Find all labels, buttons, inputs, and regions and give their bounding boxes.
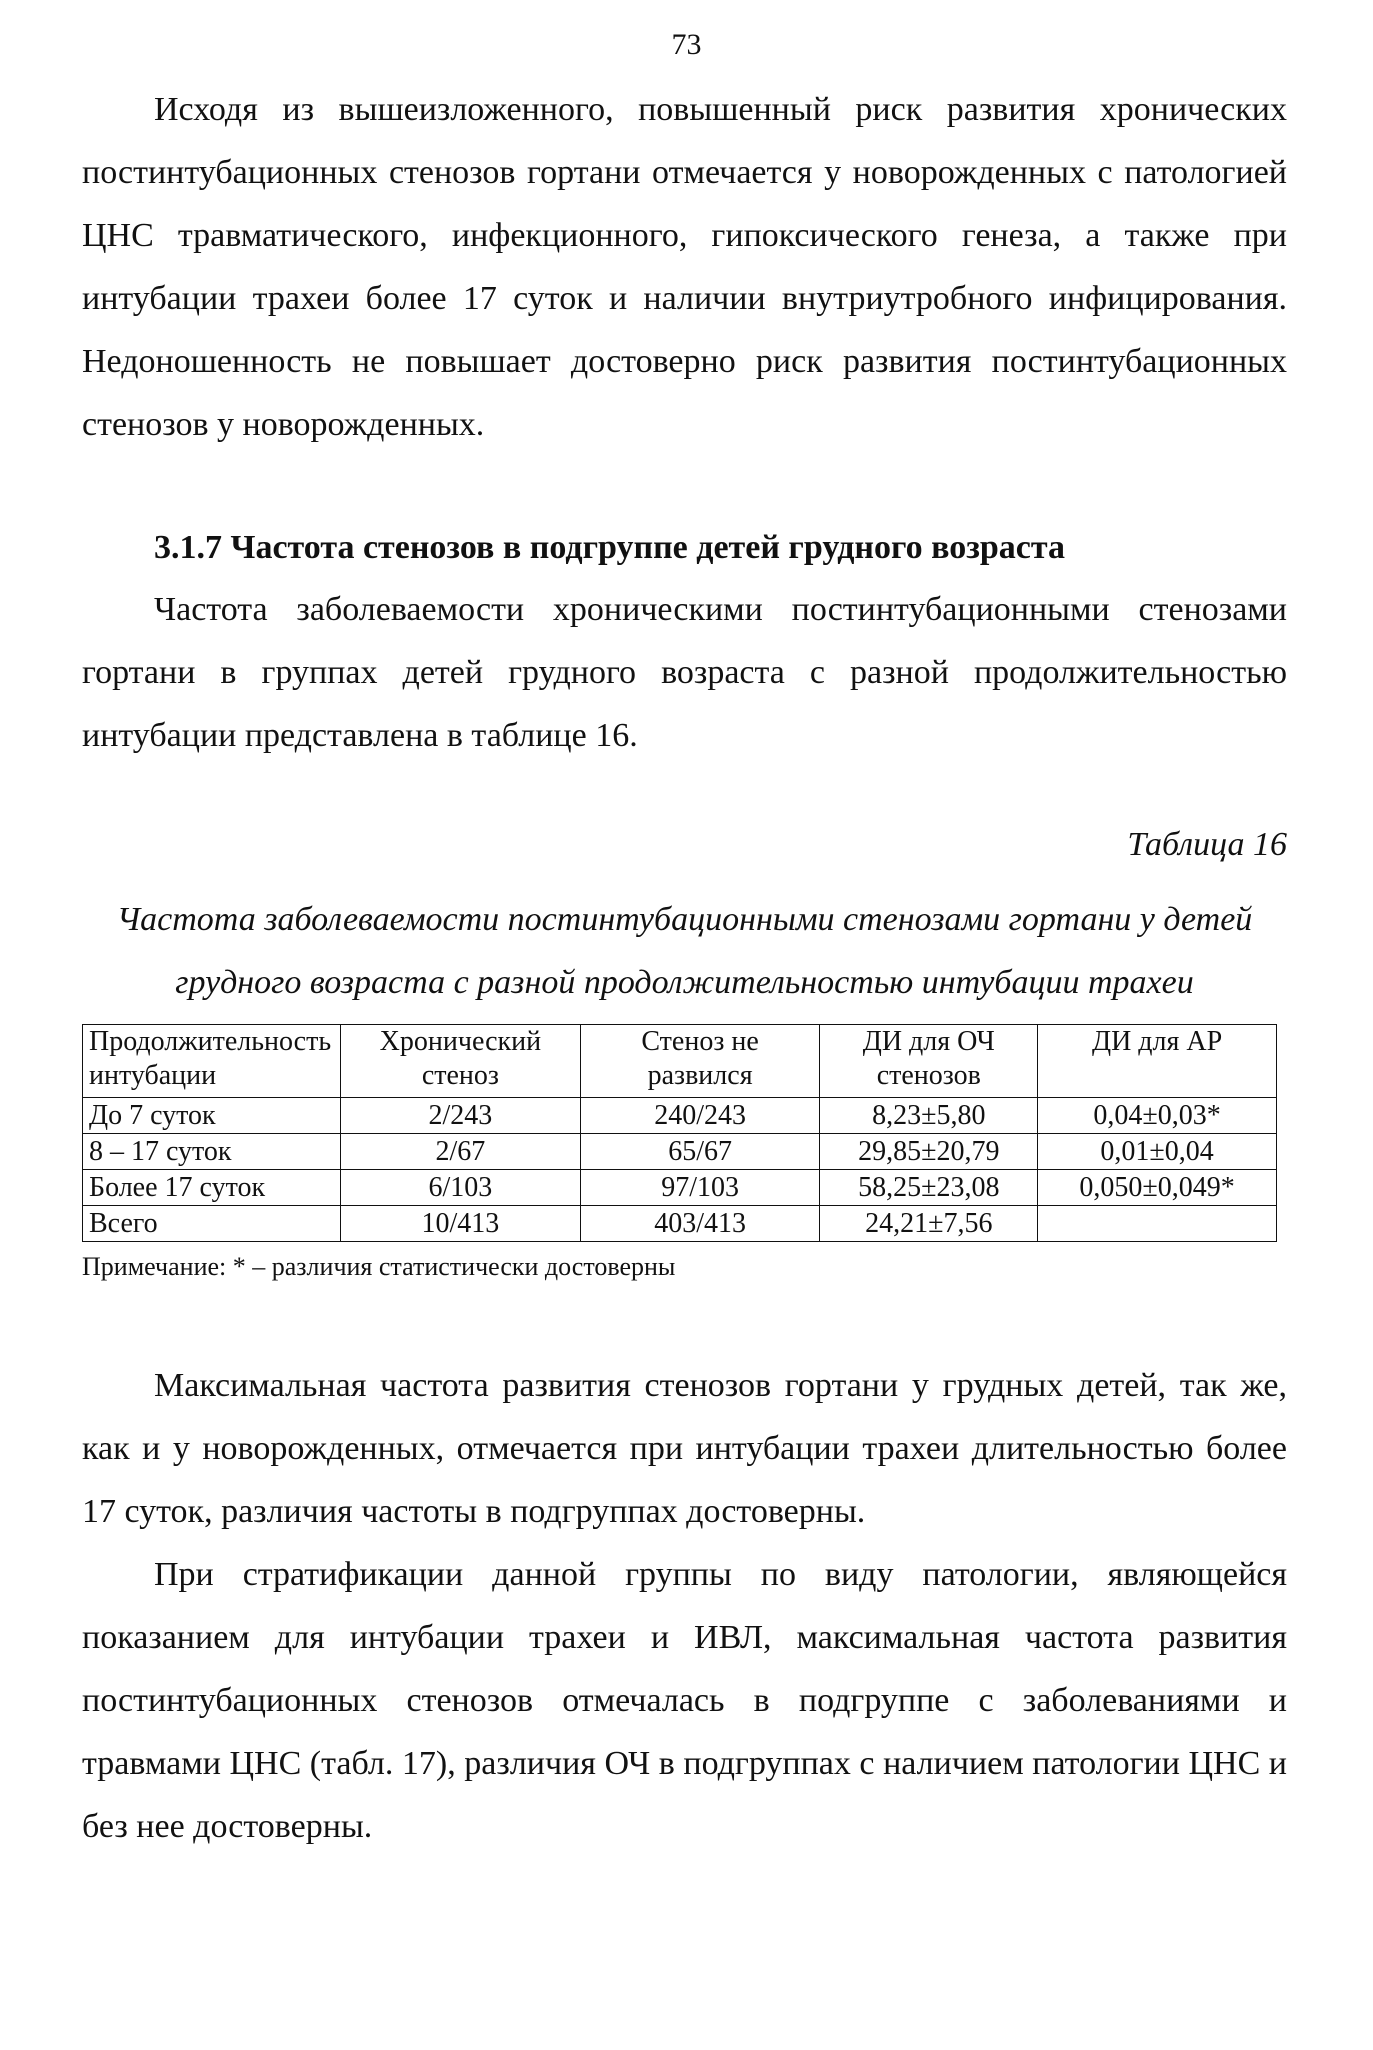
- paragraph-conclusion: Исходя из вышеизложенного, повышенный риск развития хронических постинтубационных стенозов гортани отмечается у новорожденных с патологией ЦНС травматического, инфекционного, гипоксического генеза, а также при интубации трахеи более 17 суток и наличии внутриутробного инфицирования. Недоношенность не повышает достоверно риск развития постинтубационных стенозов у новорожденных.: [82, 91, 1287, 443]
- table-cell: 240/243: [580, 1098, 820, 1134]
- table-cell: 10/413: [340, 1206, 580, 1242]
- table-cell: 8 – 17 суток: [83, 1134, 341, 1170]
- table-cell: 24,21±7,56: [820, 1206, 1038, 1242]
- table-cell: До 7 суток: [83, 1098, 341, 1134]
- table-cell: 65/67: [580, 1134, 820, 1170]
- table-cell: 403/413: [580, 1206, 820, 1242]
- paragraph-intro-table: Частота заболеваемости хроническими постинтубационными стенозами гортани в группах детей грудного возраста с разной продолжительностью интубации представлена в таблице 16.: [82, 591, 1287, 754]
- table-cell: 8,23±5,80: [820, 1098, 1038, 1134]
- table-caption: Частота заболеваемости постинтубационными стенозами гортани у детей грудного возраста с разной продолжительностью интубации трахеи: [116, 901, 1253, 1001]
- table-note: Примечание: * – различия статистически достоверны: [82, 1252, 676, 1281]
- table-header-row: [83, 1025, 1277, 1098]
- table-header-cell: ДИ для ОЧ стенозов: [820, 1025, 1038, 1098]
- table-cell: 0,04±0,03*: [1038, 1098, 1277, 1134]
- table-cell: 97/103: [580, 1170, 820, 1206]
- table-row: [83, 1134, 1277, 1170]
- table-header-cell: Стеноз не развился: [580, 1025, 820, 1098]
- paragraph-stratification: При стратификации данной группы по виду патологии, являющейся показанием для интубации трахеи и ИВЛ, максимальная частота развития постинтубационных стенозов отмечалась в подгруппе с заболеваниями и травмами ЦНС (табл. 17), различия ОЧ в подгруппах с наличием патологии ЦНС и без нее достоверны.: [82, 1556, 1287, 1845]
- table-cell: 2/67: [340, 1134, 580, 1170]
- page-number: 73: [671, 28, 702, 61]
- table-label: Таблица 16: [1127, 826, 1287, 863]
- table-cell: [1038, 1206, 1277, 1242]
- table-header-cell: Хронический стеноз: [340, 1025, 580, 1098]
- table-cell: 0,050±0,049*: [1038, 1170, 1277, 1206]
- section-heading: 3.1.7 Частота стенозов в подгруппе детей грудного возраста: [154, 529, 1065, 566]
- table-cell: Всего: [83, 1206, 341, 1242]
- table-row: [83, 1170, 1277, 1206]
- paragraph-max-frequency: Максимальная частота развития стенозов гортани у грудных детей, так же, как и у новорожденных, отмечается при интубации трахеи длительностью более 17 суток, различия частоты в подгруппах достоверны.: [82, 1367, 1287, 1530]
- table-row: [83, 1206, 1277, 1242]
- table-cell: 29,85±20,79: [820, 1134, 1038, 1170]
- table-cell: 58,25±23,08: [820, 1170, 1038, 1206]
- table-cell: 6/103: [340, 1170, 580, 1206]
- data-table: [82, 1024, 1277, 1242]
- table-cell: 2/243: [340, 1098, 580, 1134]
- table-header-cell: Продолжительность интубации: [83, 1025, 341, 1098]
- table-cell: Более 17 суток: [83, 1170, 341, 1206]
- table-row: [83, 1098, 1277, 1134]
- table-header-cell: ДИ для АР: [1038, 1025, 1277, 1098]
- table-cell: 0,01±0,04: [1038, 1134, 1277, 1170]
